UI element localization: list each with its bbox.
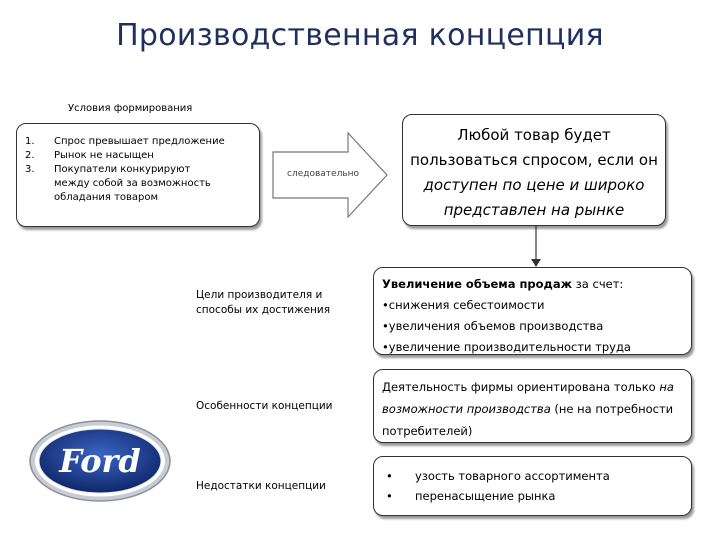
down-arrow-icon — [530, 226, 542, 268]
goals-label: Цели производителя и способы их достижения — [196, 289, 331, 316]
goals-box — [373, 267, 692, 355]
list-item: •увеличения объемов производства — [382, 319, 604, 333]
list-item: 1. Спрос превышает предложение — [25, 136, 225, 147]
page-title: Производственная концепция — [116, 18, 604, 53]
disadvantages-box — [373, 456, 692, 516]
result-box — [402, 114, 666, 226]
features-box: Деятельность фирмы ориентирована только на возможности производства (не на потребности потребителей) — [373, 369, 692, 443]
conditions-label: Условия формирования — [68, 103, 193, 114]
conditions-list — [25, 135, 251, 205]
disadvantages-label: Недостатки концепции — [196, 480, 326, 492]
list-item: • перенасыщение рынка — [386, 489, 556, 503]
list-item: 2. Рынок не насыщен — [25, 150, 154, 161]
result-line-1: Любой товар будет пользоваться спросом, если он — [410, 126, 658, 169]
result-line-2: доступен по цене и широко представлен на рынке — [423, 176, 645, 219]
conditions-box — [16, 123, 260, 227]
ford-logo-icon — [28, 419, 172, 503]
features-label: Особенности концепции — [196, 400, 333, 412]
svg-text:Ford: Ford — [59, 442, 141, 480]
list-item: •увеличение производительности труда — [382, 340, 631, 354]
arrow-label: следовательно — [287, 169, 360, 179]
list-item: • узость товарного ассортимента — [386, 469, 610, 483]
list-item: •снижения себестоимости — [382, 298, 545, 312]
list-item: 3. Покупатели конкурируют между собой за возможность обладания товаром — [25, 164, 211, 203]
goals-heading: Увеличение объема продаж за счет: — [382, 277, 624, 291]
